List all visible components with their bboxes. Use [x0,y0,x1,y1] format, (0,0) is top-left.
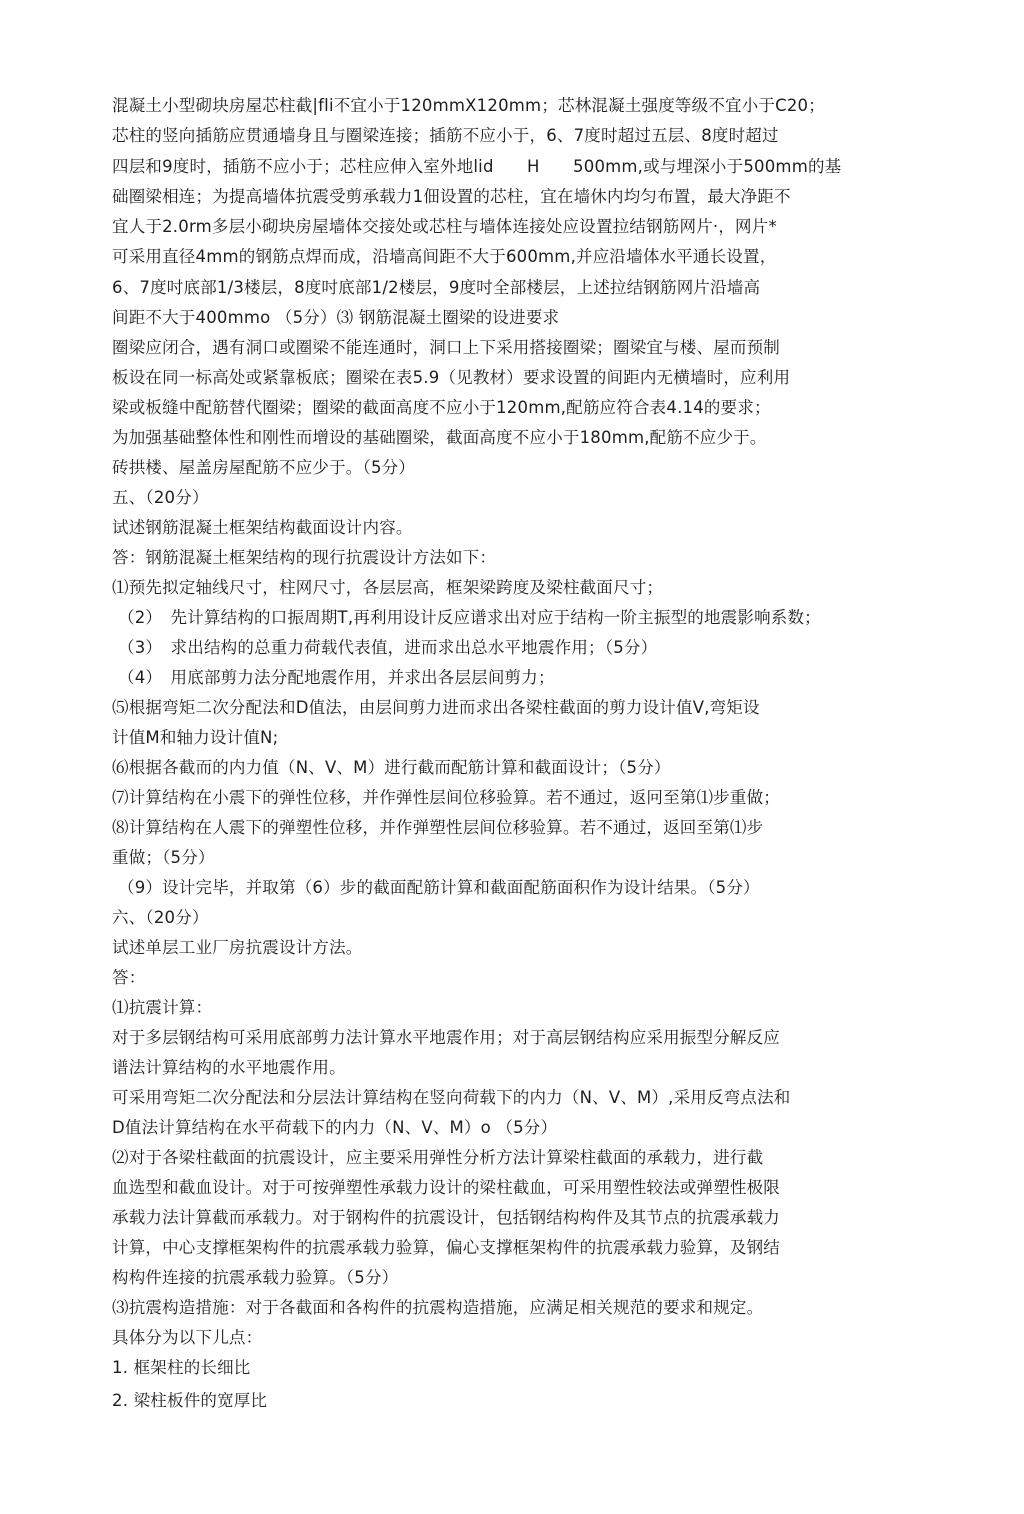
list-item: ⑴抗震计算： [112,998,213,1017]
text-line: 可采用直径4mm的钢筋点焊而成，沿墙高间距不大于600mm,并应沿墙体水平通长设置， [112,247,777,266]
text-line: 板设在同一标高处或紧靠板底；圈梁在表5.9（见教材）要求设置的间距内无横墙时，应利用 [112,368,791,387]
text-line: 构构件连接的抗震承载力验算。（5分） [112,1268,399,1287]
text-line: 梁或板缝中配筋替代圈梁；圈梁的截面高度不应小于120mm,配筋应符合表4.14的要求； [112,398,771,417]
list-item: ⑺计算结构在小震下的弹性位移，并作弹性层间位移验算。若不通过，返冋至第⑴步重做； [112,788,780,807]
text-line: 四层和9度时，插筋不应小于；芯柱应伸入室外地lid H 500mm,或与埋深小于500mm的基 [112,157,842,176]
text-line: 承载力法计算截而承载力。对于钢构件的抗震设计，包括钢结构构件及其节点的抗震承载力 [112,1208,780,1227]
text-line: 谱法计算结构的水平地震作用。 [112,1058,346,1077]
list-item: （9）设计完毕，并取第（6）步的截面配筋计算和截面配筋面积作为设计结果。（5分） [118,878,760,897]
section-heading: 六、（20分） [112,908,209,927]
text-line: 计算，中心支撑框架构件的抗震承载力验算，偏心支撑框架构件的抗震承载力验算，及钢结 [112,1238,780,1257]
list-item: ⑹根据各截而的内力值（N、V、M）进行截而配筋计算和截面设计；（5分） [112,758,671,777]
text-line: 重做；（5分） [112,848,215,867]
list-item: ⑵对于各梁柱截面的抗震设计，应主要采用弹性分析方法计算梁柱截面的承载力，进行截 [112,1148,764,1167]
text-line: 具体分为以下儿点： [112,1328,263,1347]
text-line: 础圈梁相连；为提高墙体抗震受剪承载力1佃设置的芯柱，宜在墙休内均匀布置，最大净距不 [112,187,791,206]
list-item: ⑴预先拟定轴线尺寸，柱网尺寸，各层层高，框架梁跨度及梁柱截面尺寸； [112,578,664,597]
list-item: ⑸根据弯矩二次分配法和D值法，由层间剪力进而求出各梁柱截面的剪力设计值V,弯矩设 [112,698,760,717]
text-line: 计值M和轴力设计值N; [112,728,279,747]
list-item: （2） 先计算结构的口振周期T,再利用设计反应谱求出对应于结构一阶主振型的地震影响系数； [118,608,821,627]
numbered-item: 2. 梁柱板件的宽厚比 [112,1391,268,1410]
text-line: 宜人于2.0rm多层小砌块房屋墙体交接处或芯柱与墙体连接处应设置拉结钢筋网片·，网片* [112,217,777,236]
question-text: 试述钢筋混凝土框架结构截面设计内容。 [112,518,413,537]
answer-text: 答： [112,968,146,987]
text-line: 混凝土小型砌块房屋芯柱截|fli不宜小于120mmX120mm；芯林混凝土强度等级不宜小于C20； [112,96,825,115]
text-line: 圈梁应闭合，遇有洞口或圈梁不能连通时，洞口上下采用搭接圈梁；圈梁宜与楼、屋而预制 [112,338,780,357]
numbered-item: 1. 框架柱的长细比 [112,1358,251,1377]
list-item: （3） 求出结构的总重力荷载代表值，进而求出总水平地震作用；（5分） [118,638,658,657]
text-line: 血选型和截血设计。对于可按弹塑性承载力设计的梁柱截血，可采用塑性较法或弹塑性极限 [112,1178,780,1197]
text-line: 对于多层钢结构可采用底部剪力法计算水平地震作用；对于高层钢结构应采用振型分解反应 [112,1028,780,1047]
text-line: 为加强基础整体性和刚性而增设的基础圈梁，截面高度不应小于180mm,配筋不应少于。 [112,428,767,447]
text-line: 芯柱的竖向插筋应贯通墙身且与圈梁连接；插筋不应小于，6、7度时超过五层、8度时超过 [112,126,779,145]
text-line: 砖拱楼、屋盖房屋配筋不应少于。（5分） [112,458,416,477]
text-line: D值法计算结构在水平荷载下的内力（N、V、M）o （5分） [112,1118,558,1137]
question-text: 试述单层工业厂房抗震设计方法。 [112,938,363,957]
list-item: （4） 用底部剪力法分配地震作用，并求出各层层间剪力； [118,668,555,687]
list-item: ⑻计算结构在人震下的弹塑性位移，并作弹塑性层间位移验算。若不通过，返回至第⑴步 [112,818,764,837]
text-line: 间距不大于400mmo （5分）⑶ 钢筋混凝土圈梁的设进要求 [112,308,560,327]
list-item: ⑶抗震构造措施：对于各截面和各构件的抗震构造措施，应满足相关规范的要求和规定。 [112,1298,764,1317]
text-line: 6、7度吋底部1/3楼层，8度吋底部1/2楼层，9度吋全部楼层，上述拉结钢筋网片沿墙高 [112,278,761,297]
text-line: 可采用弯矩二次分配法和分层法计算结构在竖向荷载下的内力（N、V、M）,采用反弯点法和 [112,1088,791,1107]
section-heading: 五、（20分） [112,488,209,507]
answer-text: 答：钢筋混凝土框架结构的现行抗震设计方法如下： [112,548,497,567]
